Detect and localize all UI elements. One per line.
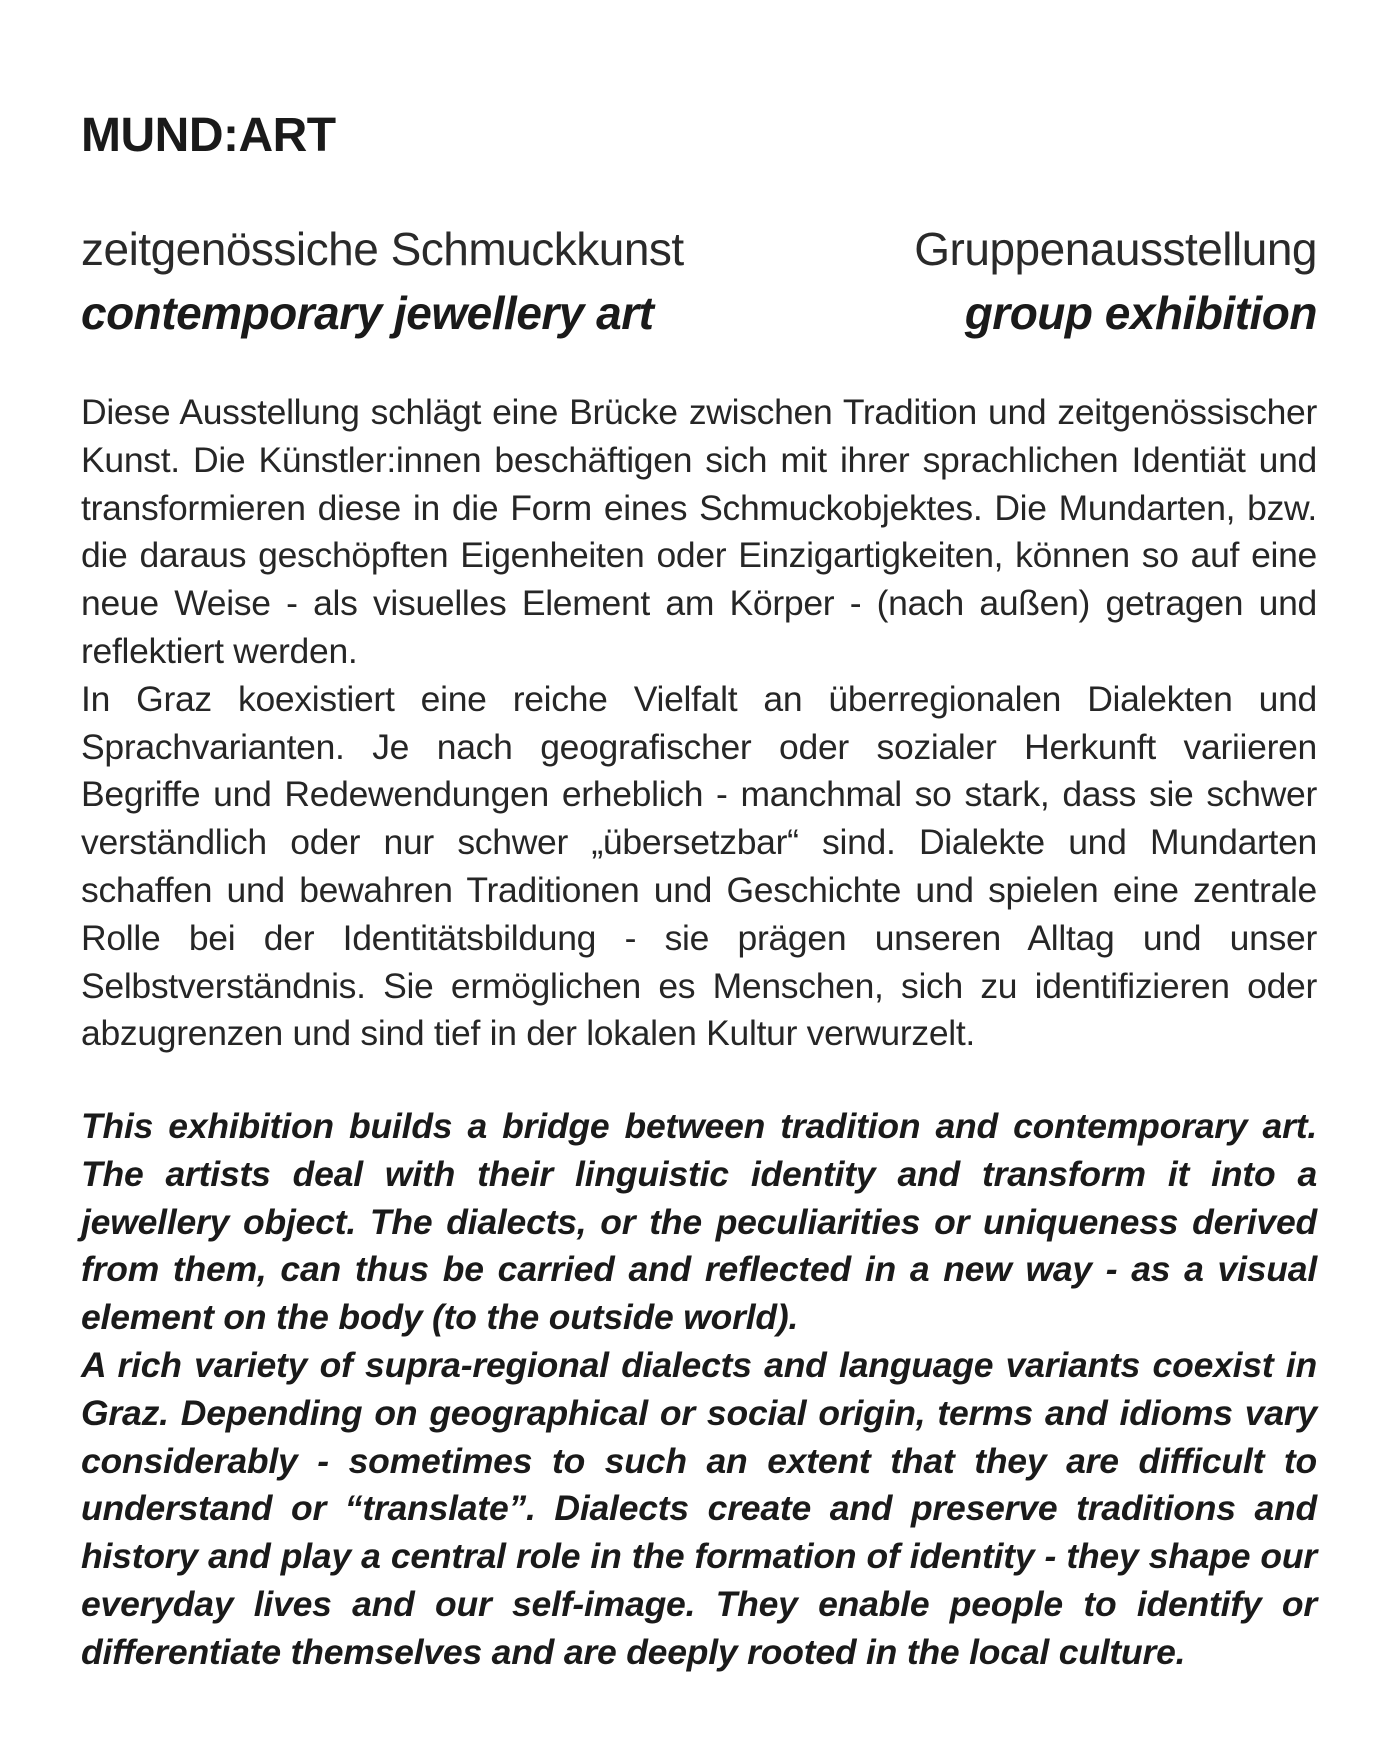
german-description (81, 389, 1317, 1058)
subtitle-german-row (81, 223, 1317, 275)
subtitle-english-right: group exhibition (964, 287, 1317, 339)
english-description (81, 1103, 1317, 1677)
german-paragraph: Diese Ausstellung schlägt eine Brücke zwischen Tradition und zeitgenössischer Kunst. Die Künstler:innen beschäftigen sich mit ihrer sprachlichen Identiät und transformieren diese in die Form eines Schmuckobjektes. Die Mundarten, bzw. die daraus geschöpften Eigenheiten oder Einzigartigkeiten, können so auf eine neue Weise - als visuelles Element am Körper - (nach außen) getragen und reflektiert werden. (81, 392, 1317, 671)
subtitle-english-left: contemporary jewellery art (81, 287, 654, 339)
subtitle-german-right: Gruppenausstellung (914, 223, 1317, 275)
english-paragraph: This exhibition builds a bridge between tradition and contemporary art. The artists deal with their linguistic identity and transform it into a jewellery object. The dialects, or the peculiarities or uniqueness derived from them, can thus be carried and reflected in a new way - as a visual element on the body (to the outside world). (81, 1106, 1317, 1338)
english-paragraph: A rich variety of supra-regional dialects and language variants coexist in Graz. Depending on geographical or social origin, terms and idioms vary considerably - sometimes to such an extent that they are difficult to understand or “translate”. Dialects create and preserve traditions and history and play a central role in the formation of identity - they shape our everyday lives and our self-image. They enable people to identify or differentiate themselves and are deeply rooted in the local culture. (81, 1344, 1317, 1672)
subtitle-german-left: zeitgenössiche Schmuckkunst (81, 223, 684, 275)
exhibition-title: MUND:ART (81, 109, 336, 162)
subtitle-english-row (81, 287, 1317, 339)
german-paragraph: In Graz koexistiert eine reiche Vielfalt an überregionalen Dialekten und Sprachvarianten. Je nach geografischer oder sozialer Herkunft variieren Begriffe und Redewendungen erheblich - manchmal so stark, dass sie schwer verständlich oder nur schwer „übersetzbar“ sind. Dialekte und Mundarten schaffen und bewahren Traditionen und Geschichte und spielen eine zentrale Rolle bei der Identitätsbildung - sie prägen unseren Alltag und unser Selbstverständnis. Sie ermöglichen es Menschen, sich zu identifizieren oder abzugrenzen und sind tief in der lokalen Kultur verwurzelt. (81, 678, 1317, 1054)
